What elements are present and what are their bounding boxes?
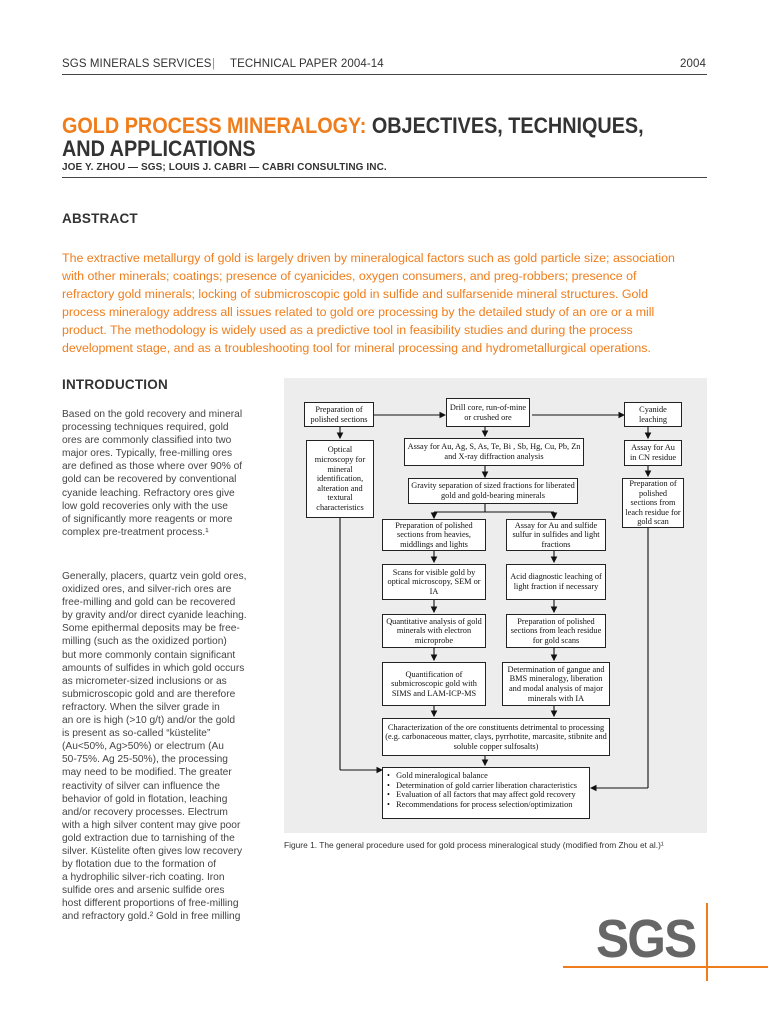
authors: JOE Y. ZHOU — SGS; LOUIS J. CABRI — CABRI CONSULTING INC. [62,162,387,173]
title-rest: OBJECTIVES, TECHNIQUES, [366,113,644,138]
summary-item: • Evaluation of all factors that may affect gold recovery [387,790,576,800]
box-scans-visible-gold: Scans for visible gold by optical microscopy, SEM or IA [382,564,486,600]
intro-paragraph-2 [62,570,247,924]
box-characterization: Characterization of the ore constituents detrimental to processing (e.g. carbonaceous matter, clays, pyrrhotite, marcasite, stibnite and soluble copper sulfosalts) [382,718,610,756]
body-line: cyanide leaching. Refractory ores give [62,487,235,499]
header-separator: | [212,58,216,70]
bullet-icon: • [387,790,397,800]
body-line: behavior of gold in flotation, leaching [62,793,228,805]
body-line: 50-75%. Ag 25-50%), the processing [62,754,228,766]
body-line: by gravity and/or direct cyanide leaching. [62,610,247,622]
header-year: 2004 [680,58,706,70]
body-line: and/or recovery processes. Electrum [62,806,228,818]
box-cyanide-leaching: Cyanide leaching [624,402,682,427]
body-line: ores are commonly classified into two [62,435,232,447]
box-quant-submicroscopic: Quantification of submicroscopic gold with SIMS and LAM-ICP-MS [382,662,486,706]
box-optical-microscopy: Optical microscopy for mineral identification, alteration and textural characteristics [306,440,374,518]
box-prep-leach-residue: Preparation of polished sections from leach residue for gold scan [622,478,684,528]
abstract-line: with other minerals; coatings; presence of cyanicides, oxygen consumers, and preg-robbers; presence of [62,269,637,283]
body-line: are defined as those where over 90% of [62,461,243,473]
body-line: host different proportions of free-milling [62,898,239,910]
box-acid-leaching: Acid diagnostic leaching of light fraction if necessary [506,564,606,600]
summary-item: • Gold mineralogical balance [387,771,488,780]
box-drill-core: Drill core, run-of-mine or crushed ore [446,398,530,427]
body-line: of significantly more reagents or more [62,513,233,525]
abstract-line: process mineralogy address all issues related to gold ore processing by the detailed study of an ore or a mill [62,305,655,319]
box-assay-elements: Assay for Au, Ag, S, As, Te, Bi , Sb, Hg, Cu, Pb, Zn and X-ray diffraction analysis [404,438,584,466]
abstract-line: refractory gold minerals; locking of submicroscopic gold in sulfide and sulfarsenide mineral structures. Gold [62,287,649,301]
body-line: as micrometer-sized inclusions or as [62,675,227,687]
summary-item: • Determination of gold carrier liberation characteristics [387,780,577,790]
box-summary [382,767,590,819]
body-line: silver. Küstelite often gives low recovery [62,845,243,857]
header-rule [62,74,707,75]
body-line: milling (such as the oxidized portion) [62,636,227,648]
body-line: free-milling and gold can be recovered [62,597,236,609]
abstract-line: The extractive metallurgy of gold is largely driven by mineralogical factors such as gold particle size; association [62,251,675,265]
body-line: complex pre-treatment process.¹ [62,526,209,538]
intro-paragraph-1 [62,408,242,539]
body-line: by flotation due to the formation of [62,859,217,871]
header-company: SGS MINERALS SERVICES [62,58,212,70]
body-line: low gold recoveries only with the use [62,500,228,512]
bullet-icon: • [387,799,397,809]
body-line: oxidized ores, and silver-rich ores are [62,584,232,596]
title-rule [62,177,707,178]
abstract-line: development stage, and as a troubleshooting tool for mineral processing and hydrometallurgical operations. [62,341,651,355]
abstract-heading: ABSTRACT [62,211,138,226]
body-line: gold extraction due to tarnishing of the [62,832,235,844]
body-line: with a high silver content may give poor [62,819,241,831]
body-line: refractory. When the silver grade in [62,701,220,713]
logo-vertical-line [706,903,708,981]
body-line: submicroscopic gold and are therefore [62,688,236,700]
body-line: processing techniques required, gold [62,422,229,434]
introduction-heading: INTRODUCTION [62,377,168,392]
bullet-icon: • [387,780,397,790]
abstract-text [62,249,675,357]
body-line: Generally, placers, quartz vein gold ores, [62,571,247,582]
figure-caption: Figure 1. The general procedure used for gold process mineralogical study (modified from Zhou et al.)¹ [284,840,664,850]
box-gangue-determination: Determination of gangue and BMS mineralogy, liberation and modal analysis of major minerals with IA [502,662,610,706]
body-line: (Au<50%, Ag>50%) or electrum (Au [62,741,224,753]
body-line: may need to be modified. The greater [62,767,232,779]
body-line: a hydrophilic silver-rich coating. Iron [62,872,225,884]
box-prep-leach-gold-scans: Preparation of polished sections from leach residue for gold scans [506,614,606,648]
body-line: an ore is high (>10 g/t) and/or the gold [62,715,236,727]
page-title-line2: AND APPLICATIONS [62,136,256,161]
page-title [62,113,644,138]
sgs-logo: SGS [596,909,696,969]
abstract-line: product. The methodology is widely used as a predictive tool in feasibility studies and during the process [62,323,633,337]
body-line: reactivity of silver can influence the [62,780,220,792]
summary-item: • Recommendations for process selection/optimization [387,799,573,809]
box-prep-heavies: Preparation of polished sections from heavies, middlings and lights [382,519,486,551]
body-line: amounts of sulfides in which gold occurs [62,662,245,674]
box-assay-au-cn: Assay for Au in CN residue [624,440,682,466]
box-assay-au-sulfide: Assay for Au and sulfide sulfur in sulfides and light fractions [506,519,606,551]
body-line: major ores. Typically, free-milling ores [62,448,233,460]
body-line: but more commonly contain significant [62,649,236,661]
box-prep-polished: Preparation of polished sections [304,402,374,427]
body-line: sulfide ores and arsenic sulfide ores [62,885,225,897]
box-quantitative-analysis: Quantitative analysis of gold minerals with electron microprobe [382,614,486,648]
body-line: and refractory gold.² Gold in free milling [62,911,241,923]
body-line: is present as so-called “küstelite” [62,728,211,740]
body-line: Some epithermal deposits may be free- [62,623,240,635]
body-line: gold can be recovered by conventional [62,474,237,486]
header-paper-number: TECHNICAL PAPER 2004-14 [230,58,384,70]
figure-flowchart [284,378,707,833]
body-line: Based on the gold recovery and mineral [62,409,243,420]
title-accent: GOLD PROCESS MINERALOGY: [62,113,367,138]
bullet-icon: • [387,771,397,780]
box-gravity-separation: Gravity separation of sized fractions for liberated gold and gold-bearing minerals [408,478,578,504]
